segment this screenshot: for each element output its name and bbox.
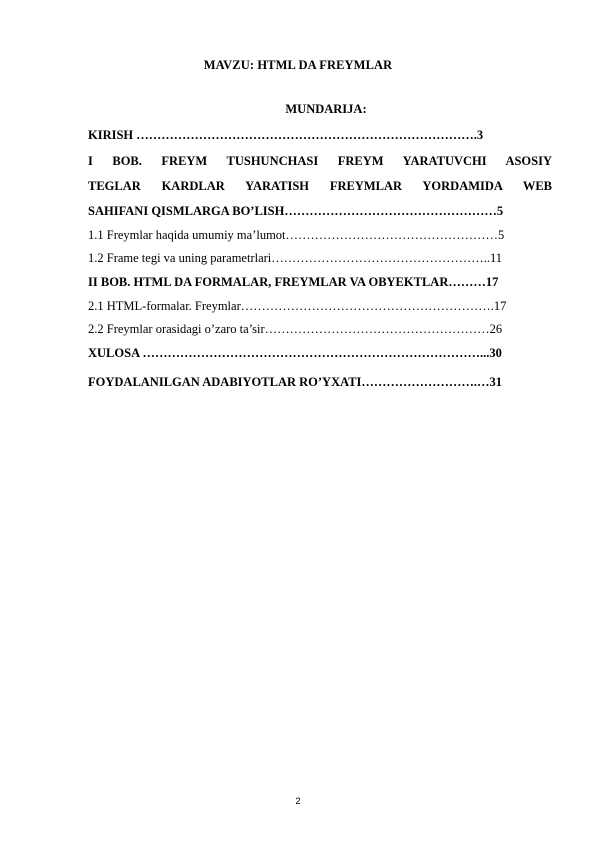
toc-heading: MUNDARIJA: <box>285 102 367 116</box>
page-number: 2 <box>295 796 301 807</box>
toc-entry-kirish: KIRISH ……………………………………………………………………….3 <box>88 128 484 142</box>
toc-entry-section-2-2: 2.2 Freymlar orasidagi o’zaro ta’sir………………………………………………26 <box>88 322 503 336</box>
topic-title: MAVZU: HTML DA FREYMLAR <box>203 58 393 72</box>
toc-entry-section-1-2: 1.2 Frame tegi va uning parametrlari……………………………………………..11 <box>88 251 503 265</box>
toc-entry-xulosa: XULOSA ………………………………………………………………………...30 <box>88 346 502 360</box>
toc-entry-section-1-1: 1.1 Freymlar haqida umumiy ma’lumot……………………………………………5 <box>88 228 505 242</box>
toc-entry-chapter1-line1: I BOB. FREYM TUSHUNCHASI FREYM YARATUVCHI ASOSIY <box>88 154 552 168</box>
toc-entry-section-2-1: 2.1 HTML-formalar. Freymlar…………………………………………………….17 <box>88 299 507 313</box>
toc-entry-chapter1-line2: TEGLAR KARDLAR YARATISH FREYMLAR YORDAMIDA WEB <box>88 179 552 193</box>
toc-entry-chapter2: II BOB. HTML DA FORMALAR, FREYMLAR VA OBYEKTLAR………17 <box>88 275 499 289</box>
toc-entry-references: FOYDALANILGAN ADABIYOTLAR RO’YXATI……………………….…31 <box>88 375 503 389</box>
toc-entry-chapter1-line3: SAHIFANI QISMLARGA BO’LISH……………………………………………5 <box>88 204 504 218</box>
